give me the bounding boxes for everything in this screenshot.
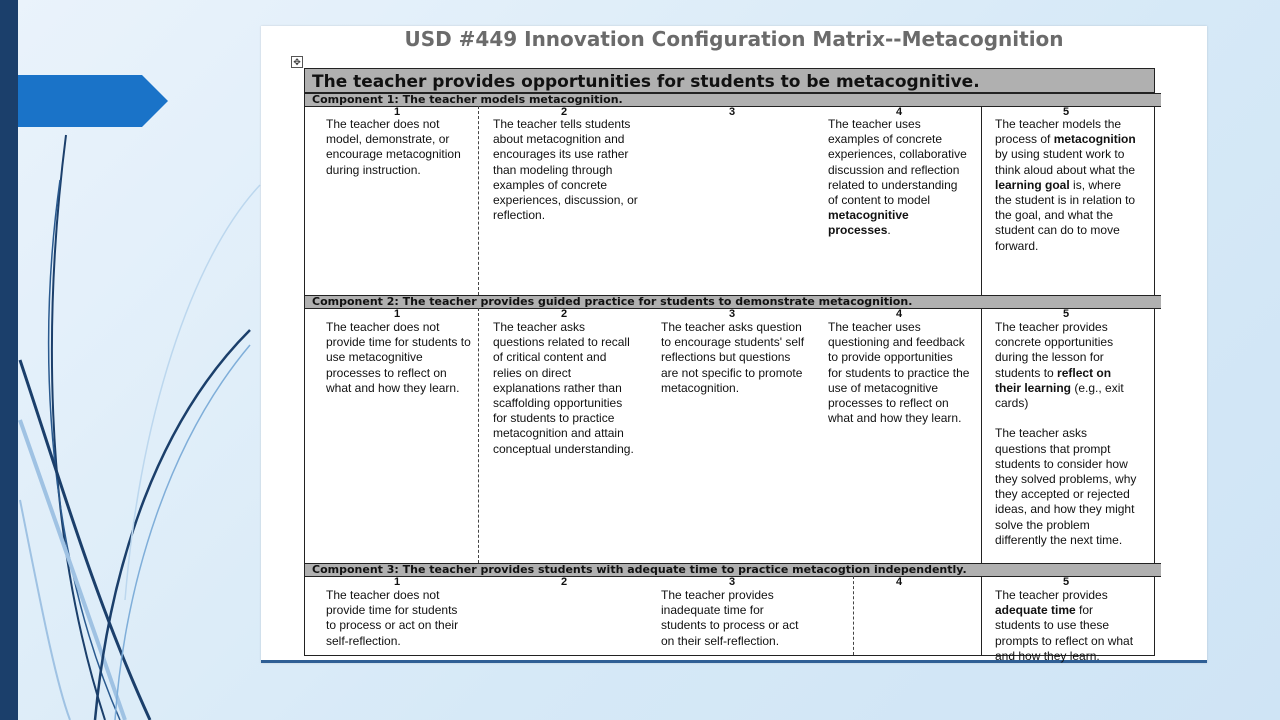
column-divider — [981, 106, 982, 295]
component-1-level-1-cell: The teacher does not model, demonstrate, or encourage metacognition during instruction. — [326, 117, 461, 177]
column-divider — [981, 576, 982, 655]
level-label: 3 — [728, 106, 736, 118]
matrix-main-heading: The teacher provides opportunities for students to be metacognitive. — [305, 69, 1154, 93]
level-label: 2 — [560, 308, 568, 320]
level-label: 5 — [1062, 576, 1070, 588]
component-2-level-1-cell: The teacher does not provide time for students to use metacognitive processes to reflect on what and how they learn. — [326, 320, 471, 395]
component-3-level-1-cell: The teacher does not provide time for students to process or act on their self-reflection. — [326, 588, 459, 648]
decorative-swooshes — [0, 0, 300, 720]
component-3-level-3-cell: The teacher provides inadequate time for students to process or act on their self-reflection. — [661, 588, 799, 648]
component-2-heading: Component 2: The teacher provides guided practice for students to demonstrate metacognition. — [305, 295, 1161, 309]
component-3-level-5-cell: The teacher provides adequate time for students to use these prompts to reflect on what and how they learn. — [995, 588, 1134, 663]
level-label: 4 — [895, 106, 903, 118]
column-divider — [853, 576, 854, 655]
level-label: 2 — [560, 576, 568, 588]
component-2-level-4-cell: The teacher uses questioning and feedback to provide opportunities for students to practice the use of metacognitive processes to reflect on what and how they learn. — [828, 320, 970, 426]
level-label: 1 — [393, 106, 401, 118]
document-page — [261, 26, 1207, 663]
component-1-level-5-cell: The teacher models the process of metacognition by using student work to think aloud about what the learning goal is, where the student is in relation to the goal, and what the student can do to move forward. — [995, 117, 1136, 253]
column-divider — [478, 308, 479, 563]
column-divider — [478, 106, 479, 295]
level-label: 3 — [728, 308, 736, 320]
level-label: 1 — [393, 308, 401, 320]
component-1-level-2-cell: The teacher tells students about metacognition and encourages its use rather than modeling through examples of concrete experiences, discussion, or reflection. — [493, 117, 638, 223]
level-label: 3 — [728, 576, 736, 588]
component-1-level-4-cell: The teacher uses examples of concrete experiences, collaborative discussion and reflection related to understanding of content to model metacognitive processes. — [828, 117, 967, 238]
level-label: 4 — [895, 308, 903, 320]
level-label: 4 — [895, 576, 903, 588]
level-label: 5 — [1062, 106, 1070, 118]
level-label: 2 — [560, 106, 568, 118]
component-2-level-5-cell: The teacher provides concrete opportunities during the lesson for students to reflect on their learning (e.g., exit cards) The teacher asks questions that prompt students to consider how they solved problems, why they accepted or rejected ideas, and how they might solve the problem differently the next time. — [995, 320, 1137, 547]
level-label: 5 — [1062, 308, 1070, 320]
column-divider — [981, 308, 982, 563]
component-2-level-2-cell: The teacher asks questions related to recall of critical content and relies on direct explanations rather than scaffolding opportunities for students to practice metacognition and attain conceptual understanding. — [493, 320, 634, 456]
document-title: USD #449 Innovation Configuration Matrix--Metacognition — [404, 27, 1064, 51]
innovation-matrix-table — [304, 68, 1155, 663]
component-1-heading: Component 1: The teacher models metacognition. — [305, 93, 1161, 107]
component-2-level-3-cell: The teacher asks question to encourage students' self reflections but questions are not specific to promote metacognition. — [661, 320, 805, 395]
component-3-heading: Component 3: The teacher provides students with adequate time to practice metacogtion independently. — [305, 563, 1161, 577]
level-label: 1 — [393, 576, 401, 588]
table-move-handle-icon[interactable]: ✥ — [291, 56, 303, 68]
